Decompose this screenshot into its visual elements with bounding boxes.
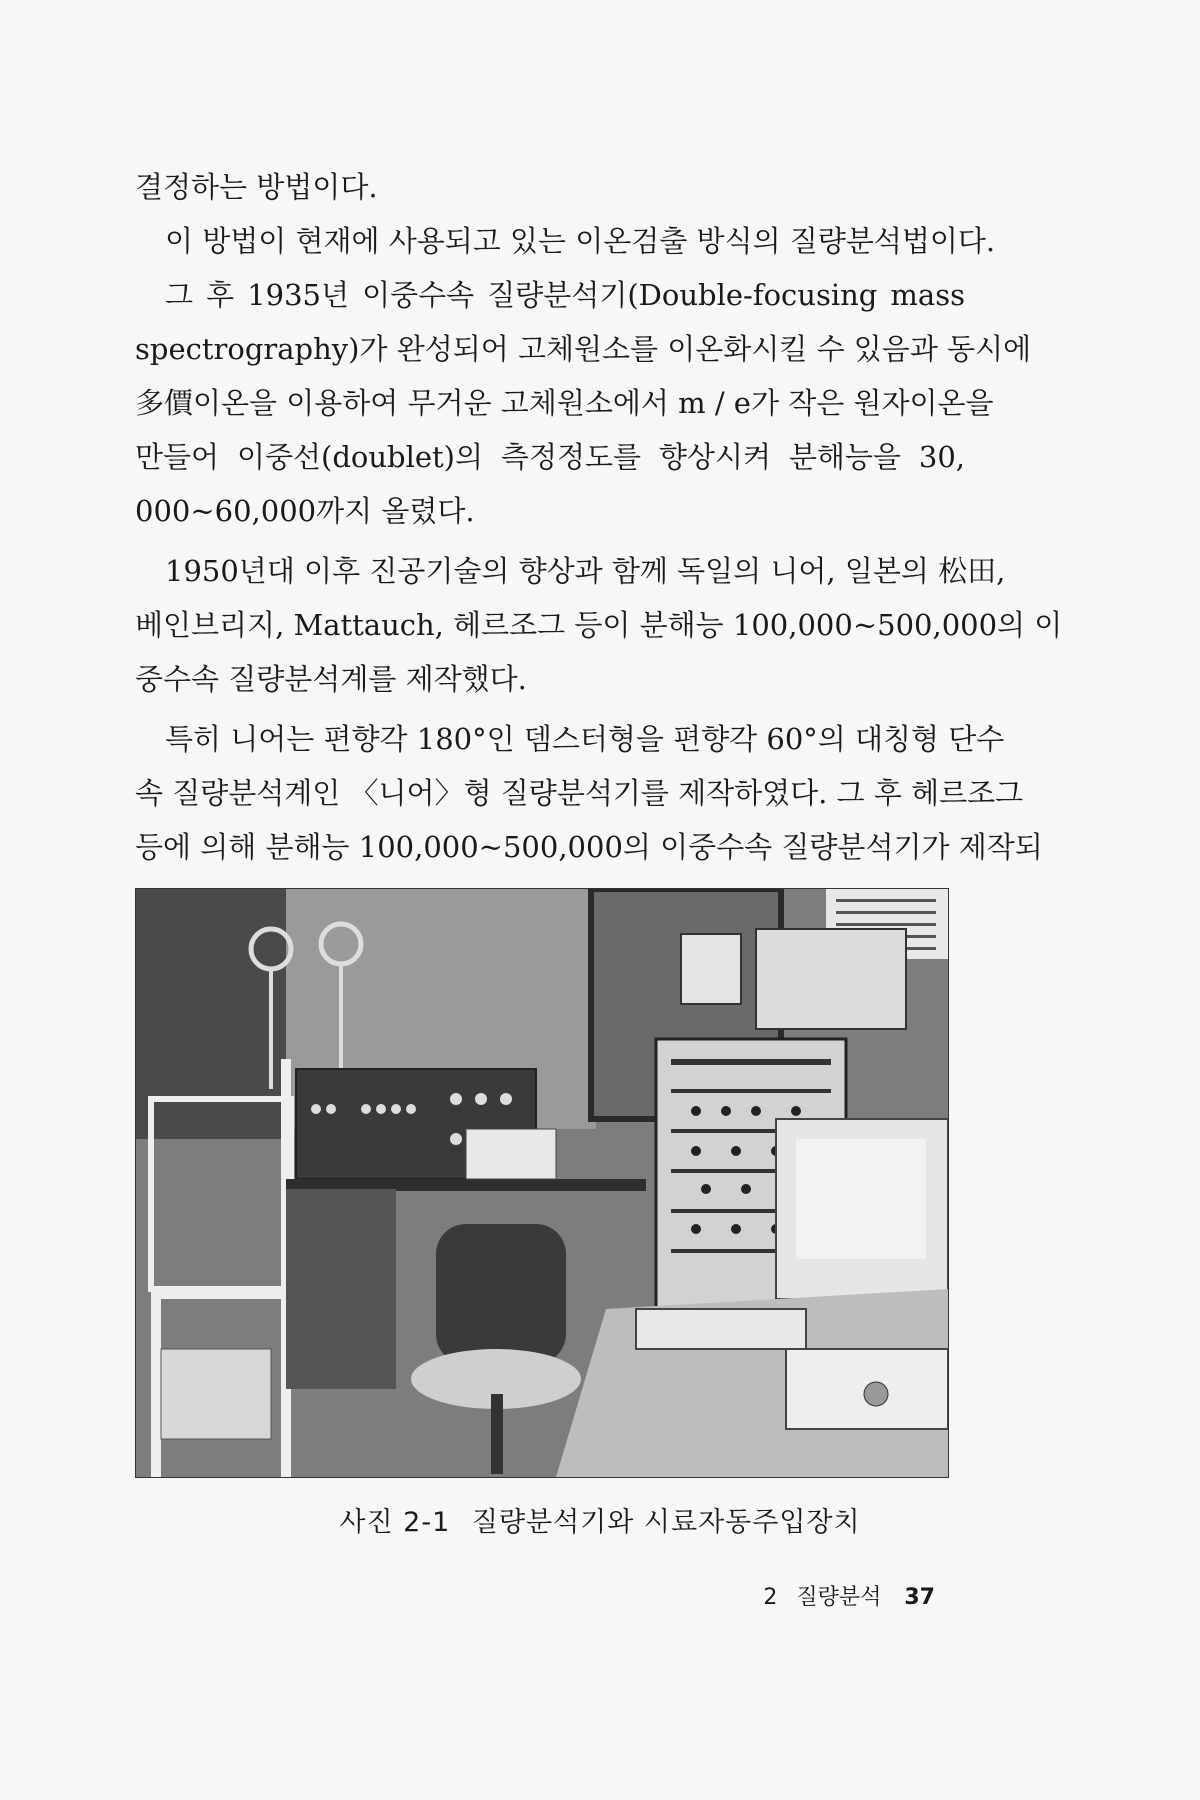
page-footer [751, 1580, 935, 1611]
caption-text: 질량분석기와 시료자동주입장치 [471, 1507, 861, 1538]
body-text-line: spectrography)가 완성되어 고체원소를 이온화시킬 수 있음과 동시에 [135, 332, 1032, 366]
body-text-line: 多價이온을 이용하여 무거운 고체원소에서 m / e가 작은 원자이온을 [135, 386, 994, 420]
body-text-line: 결정하는 방법이다. [135, 170, 378, 204]
photo-caption [0, 1500, 1200, 1539]
chapter-number: 2 [763, 1585, 778, 1610]
body-text-line: 000~60,000까지 올렸다. [135, 494, 475, 528]
chapter-title: 질량분석 [796, 1585, 882, 1610]
body-text [135, 160, 1063, 874]
photo-illustration [136, 889, 948, 1477]
body-text-line: 만들어 이중선(doublet)의 측정정도를 향상시켜 분해능을 30, [135, 440, 965, 474]
body-text-line: 등에 의해 분해능 100,000~500,000의 이중수속 질량분석기가 제작되 [135, 830, 1043, 864]
body-text-line: 이 방법이 현재에 사용되고 있는 이온검출 방식의 질량분석법이다. [165, 224, 996, 258]
caption-label: 사진 2-1 [339, 1507, 451, 1538]
body-text-line: 1950년대 이후 진공기술의 향상과 함께 독일의 니어, 일본의 松田, [165, 554, 1006, 588]
body-text-line: 그 후 1935년 이중수속 질량분석기(Double-focusing mass [165, 278, 965, 312]
body-text-line: 특히 니어는 편향각 180°인 뎀스터형을 편향각 60°의 대칭형 단수 [165, 722, 1005, 756]
photo-mass-spectrometer [135, 888, 949, 1478]
body-text-line: 중수속 질량분석계를 제작했다. [135, 662, 527, 696]
body-text-line: 속 질량분석계인 〈니어〉형 질량분석기를 제작하였다. 그 후 헤르조그 [135, 776, 1024, 810]
body-text-line: 베인브리지, Mattauch, 헤르조그 등이 분해능 100,000~500,000의 이 [135, 608, 1063, 642]
page-number: 37 [904, 1585, 935, 1610]
